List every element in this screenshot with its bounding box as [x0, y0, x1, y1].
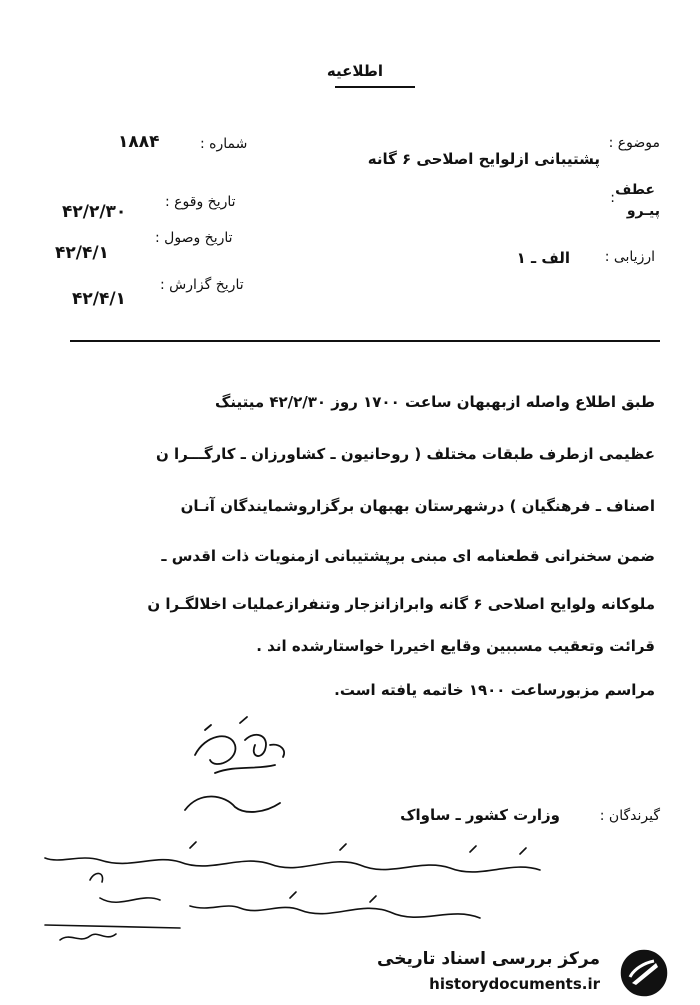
reference-colon: :: [610, 190, 615, 206]
body-line: عظیمی ازطرف طبقات مختلف ( روحانیون ـ کشاورزان ـ کارگـــرا ن: [155, 445, 655, 463]
subject-value: پشتیبانی ازلوایح اصلاحی ۶ گانه: [367, 150, 600, 168]
handwritten-notes: [40, 840, 560, 950]
subject-label: موضوع :: [608, 135, 660, 151]
handwritten-signature: [175, 715, 305, 825]
recipients-label: گیرندگان :: [599, 808, 660, 824]
document-title: اطلاعیه: [326, 62, 384, 80]
report-date-label: تاریخ گزارش :: [160, 277, 244, 293]
occurrence-date-label: تاریخ وقوع :: [165, 194, 236, 210]
body-line: اصناف ـ فرهنگیان ) درشهرستان بهبهان برگزاروشمایندگان آنـان: [180, 497, 655, 515]
header-divider: [70, 340, 660, 342]
archive-site: historydocuments.ir: [429, 975, 600, 993]
followup-label: پیـرو: [626, 203, 660, 219]
archive-logo: [377, 945, 680, 1000]
number-label: شماره :: [200, 136, 248, 152]
receipt-date-label: تاریخ وصول :: [155, 230, 233, 246]
receipt-date-value: ۴۲/۴/۱: [55, 243, 109, 263]
archive-emblem-icon: [618, 947, 670, 999]
body-line: قرائت وتعقیب مسببین وقایع اخیررا خواستارشده اند .: [256, 637, 655, 655]
evaluation-value: الف ـ ۱: [516, 249, 570, 267]
recipients-value: وزارت کشور ـ ساواک: [400, 806, 560, 824]
reference-label: عطف: [615, 182, 655, 198]
title-underline: [335, 86, 415, 88]
body-line: طبق اطلاع واصله ازبهبهان ساعت ۱۷۰۰ روز ۴۲/۲/۳۰ میتینگ: [214, 393, 655, 411]
report-date-value: ۴۲/۴/۱: [72, 289, 126, 309]
archive-name: مرکز بررسی اسناد تاریخی: [377, 949, 600, 969]
body-line: ضمن سخنرانی قطعنامه ای مبنی برپشتیبانی ازمنویات ذات اقدس ـ: [161, 547, 655, 565]
occurrence-date-value: ۴۲/۲/۳۰: [62, 202, 127, 222]
evaluation-label: ارزیابی :: [604, 249, 655, 265]
number-value: ۱۸۸۴: [118, 132, 160, 152]
body-line: ملوکانه ولوایح اصلاحی ۶ گانه وابرازانزجار وتنفرازعملیات اخلالگـرا ن: [147, 595, 655, 613]
body-line: مراسم مزبورساعت ۱۹۰۰ خاتمه یافته است.: [334, 681, 655, 699]
